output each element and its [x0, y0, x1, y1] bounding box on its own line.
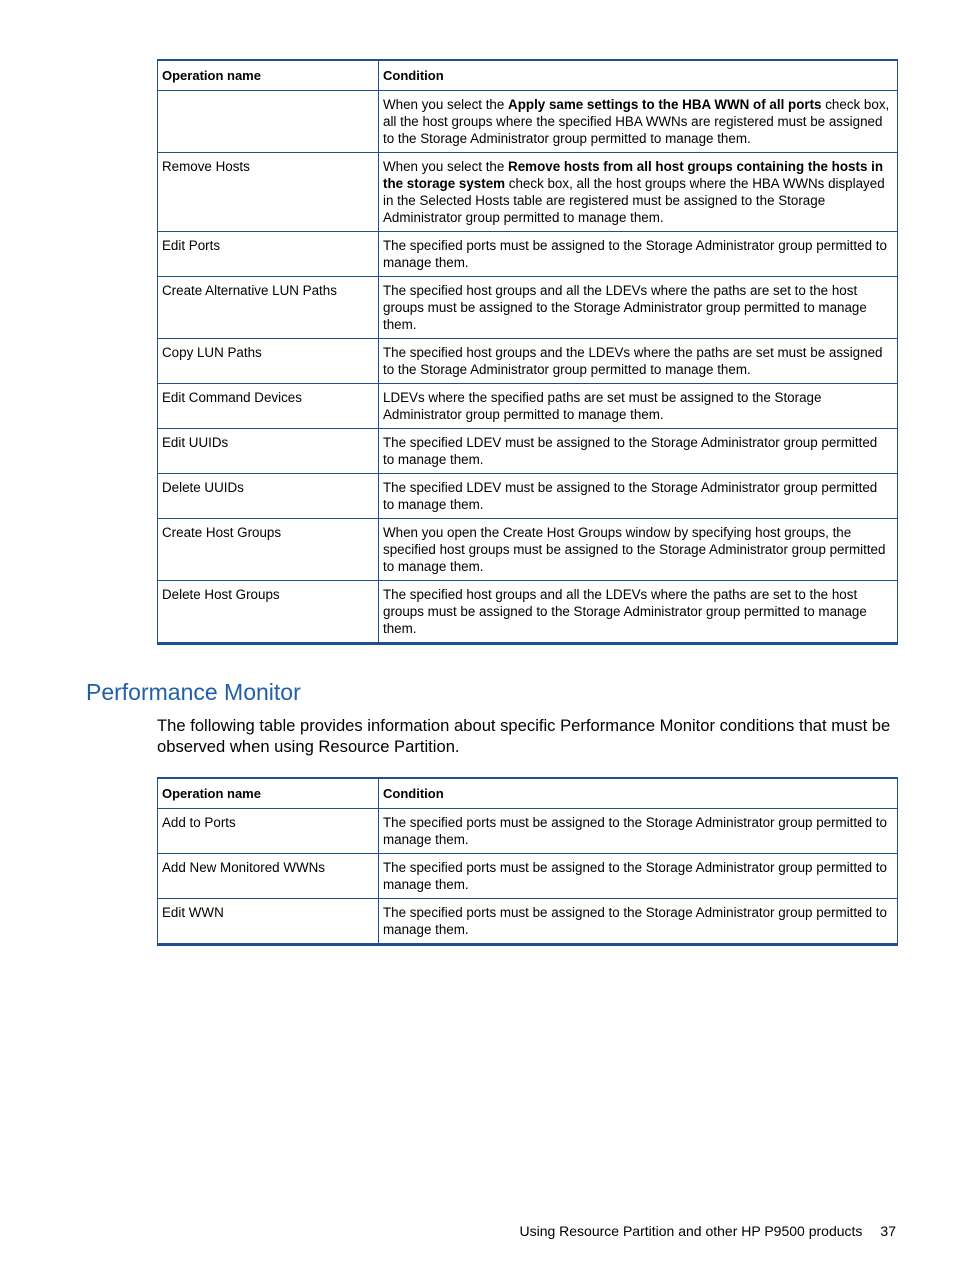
condition-cell — [379, 899, 898, 945]
condition-cell — [379, 277, 898, 339]
section-intro-paragraph: The following table provides information about specific Performance Monitor conditions that must be observed when using Resource Partition. — [157, 716, 891, 756]
condition-text: The specified host groups and the LDEVs where the paths are set must be assigned to the Storage Administrator group permitted to manage them. — [383, 345, 883, 377]
condition-cell — [379, 854, 898, 899]
condition-text: The specified host groups and all the LDEVs where the paths are set to the host groups must be assigned to the Storage Administrator group permitted to manage them. — [383, 283, 867, 332]
column-header-condition: Condition — [379, 778, 898, 809]
section-heading-performance-monitor: Performance Monitor — [86, 679, 301, 705]
condition-text: LDEVs where the specified paths are set must be assigned to the Storage Administrator group permitted to manage them. — [383, 390, 822, 422]
condition-text: When you select the — [383, 97, 509, 112]
condition-cell — [379, 809, 898, 854]
condition-text: The specified ports must be assigned to the Storage Administrator group permitted to manage them. — [383, 815, 887, 847]
operation-name-cell: Delete UUIDs — [158, 474, 379, 519]
operation-name-cell: Remove Hosts — [158, 153, 379, 232]
condition-cell — [379, 474, 898, 519]
condition-cell — [379, 519, 898, 581]
condition-text: The specified LDEV must be assigned to the Storage Administrator group permitted to manage them. — [383, 435, 878, 467]
table-row — [158, 854, 898, 899]
condition-cell — [379, 429, 898, 474]
table-header-row — [158, 778, 898, 809]
operation-name-cell: Add New Monitored WWNs — [158, 854, 379, 899]
table-body — [158, 809, 898, 945]
operation-name-cell: Edit UUIDs — [158, 429, 379, 474]
condition-text: The specified LDEV must be assigned to the Storage Administrator group permitted to manage them. — [383, 480, 878, 512]
table-row — [158, 153, 898, 232]
condition-text: The specified ports must be assigned to the Storage Administrator group permitted to manage them. — [383, 860, 887, 892]
table-body — [158, 91, 898, 644]
table-row — [158, 277, 898, 339]
condition-text: When you select the — [383, 159, 509, 174]
operation-name-cell: Edit Command Devices — [158, 384, 379, 429]
performance-monitor-conditions-table — [157, 777, 898, 946]
table-row — [158, 232, 898, 277]
condition-text: check box, all the host groups where the specified HBA WWNs are registered must be assigned to the Storage Administrator group permitted to manage them. — [383, 97, 890, 146]
table-row — [158, 474, 898, 519]
condition-cell — [379, 153, 898, 232]
table-row — [158, 91, 898, 153]
operation-name-cell: Create Host Groups — [158, 519, 379, 581]
condition-emphasis: Apply same settings to the HBA WWN of all ports — [508, 97, 822, 112]
condition-cell — [379, 232, 898, 277]
column-header-operation-name: Operation name — [158, 778, 379, 809]
table-row — [158, 581, 898, 644]
footer-title: Using Resource Partition and other HP P9500 products — [519, 1223, 863, 1239]
table-row — [158, 809, 898, 854]
table-row — [158, 339, 898, 384]
condition-cell — [379, 384, 898, 429]
resource-partition-conditions-table — [157, 59, 898, 645]
table-row — [158, 519, 898, 581]
condition-cell — [379, 339, 898, 384]
condition-emphasis: Remove hosts from all host groups containing the hosts in the storage system — [383, 159, 884, 191]
column-header-condition: Condition — [379, 60, 898, 91]
column-header-operation-name: Operation name — [158, 60, 379, 91]
condition-text: When you open the Create Host Groups window by specifying host groups, the specified host groups must be assigned to the Storage Administrator group permitted to manage them. — [383, 525, 886, 574]
table-row — [158, 384, 898, 429]
condition-cell — [379, 581, 898, 644]
operation-name-cell: Delete Host Groups — [158, 581, 379, 644]
operation-name-cell: Edit Ports — [158, 232, 379, 277]
operation-name-cell: Add to Ports — [158, 809, 379, 854]
table-header-row — [158, 60, 898, 91]
operation-name-cell — [158, 91, 379, 153]
page-number: 37 — [880, 1223, 896, 1239]
operation-name-cell: Copy LUN Paths — [158, 339, 379, 384]
table-row — [158, 429, 898, 474]
operation-name-cell: Edit WWN — [158, 899, 379, 945]
table-row — [158, 899, 898, 945]
condition-cell — [379, 91, 898, 153]
condition-text: The specified host groups and all the LDEVs where the paths are set to the host groups must be assigned to the Storage Administrator group permitted to manage them. — [383, 587, 867, 636]
condition-text: The specified ports must be assigned to the Storage Administrator group permitted to manage them. — [383, 905, 887, 937]
page-footer — [519, 1222, 896, 1240]
condition-text: check box, all the host groups where the HBA WWNs displayed in the Selected Hosts table are registered must be assigned to the Storage Administrator group permitted to manage them. — [383, 176, 885, 225]
condition-text: The specified ports must be assigned to the Storage Administrator group permitted to manage them. — [383, 238, 887, 270]
operation-name-cell: Create Alternative LUN Paths — [158, 277, 379, 339]
